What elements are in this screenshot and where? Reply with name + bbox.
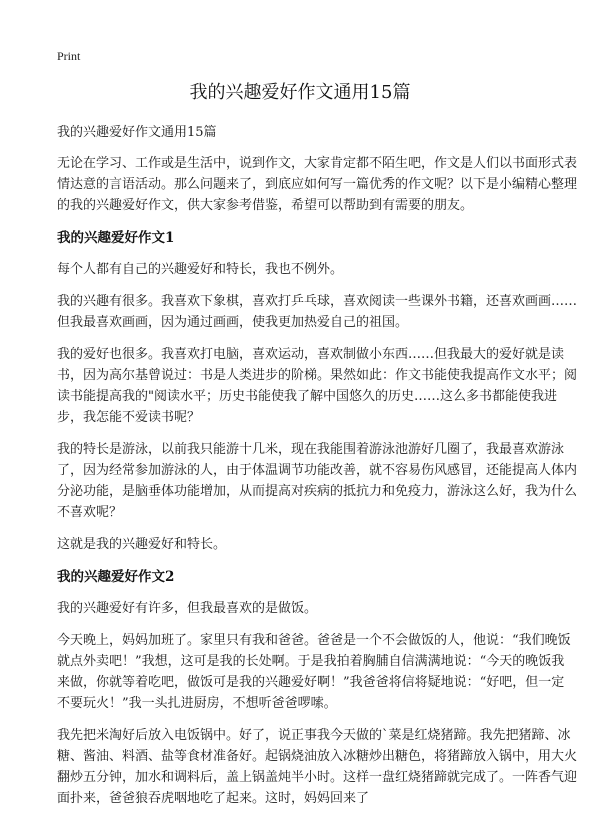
paragraph: 我先把米淘好后放入电饭锅中。好了，说正事我今天做的`菜是红烧猪蹄。我先把猪蹄、冰糖、酱油、料酒、盐等食材准备好。起锅烧油放入冰糖炒出糖色，将猪蹄放入锅中，用大火翻炒五分钟，加水和调料后，盖上锅盖炖半小时。这样一盘红烧猪蹄就完成了。一阵香气迎面扑来，爸爸狼吞虎咽地吃了起来。这时，妈妈回来了 [57,728,578,806]
section-heading: 我的兴趣爱好作文1 [57,230,175,246]
paragraph: 我的兴趣爱好有许多，但我最喜欢的是做饭。 [57,601,318,616]
paragraph: 这就是我的兴趣爱好和特长。 [57,537,227,552]
paragraph: 我的特长是游泳，以前我只能游十几米，现在我能围着游泳池游好几圈了，我最喜欢游泳了，因为经常参加游泳的人，由于体温调节功能改善，就不容易伤风感冒，还能提高人体内分泌功能，是脑垂体功能增加，从而提高对疾病的抵抗力和免疫力，游泳这么好，我为什么不喜欢呢？ [57,442,578,520]
section-heading: 我的兴趣爱好作文2 [57,569,175,585]
page-title: 我的兴趣爱好作文通用15篇 [189,82,411,103]
paragraph: 今天晚上，妈妈加班了。家里只有我和爸爸。爸爸是一个不会做饭的人，他说：“我们晚饭就点外卖吧！”我想，这可是我的长处啊。于是我拍着胸脯自信满满地说：“今天的晚饭我来做，你就等着吃吧，做饭可是我的兴趣爱好啊！”我爸爸将信将疑地说：“好吧，但一定不要玩火！”我一头扎进厨房，不想听爸爸啰嗦。 [57,633,571,711]
intro-paragraph: 无论在学习、工作或是生活中，说到作文，大家肯定都不陌生吧，作文是人们以书面形式表情达意的言语活动。那么问题来了，到底应如何写一篇优秀的作文呢？以下是小编精心整理的我的兴趣爱好作文，供大家参考借鉴，希望可以帮助到有需要的朋友。 [57,156,578,213]
paragraph: 我的兴趣有很多。我喜欢下象棋，喜欢打乒乓球，喜欢阅读一些课外书籍，还喜欢画画……但我最喜欢画画，因为通过画画，使我更加热爱自己的祖国。 [57,294,578,330]
print-link[interactable]: Print [57,49,81,63]
paragraph: 我的爱好也很多。我喜欢打电脑，喜欢运动，喜欢制做小东西……但我最大的爱好就是读书，因为高尔基曾说过：书是人类进步的阶梯。果然如此：作文书能使我提高作文水平；阅读书能提高我的"阅读水平；历史书能使我了解中国悠久的历史……这么多书都能使我进步，我怎能不爱读书呢？ [57,347,578,425]
article-subtitle: 我的兴趣爱好作文通用15篇 [57,125,217,140]
paragraph: 每个人都有自己的兴趣爱好和特长，我也不例外。 [57,262,344,277]
article-body [57,122,577,820]
